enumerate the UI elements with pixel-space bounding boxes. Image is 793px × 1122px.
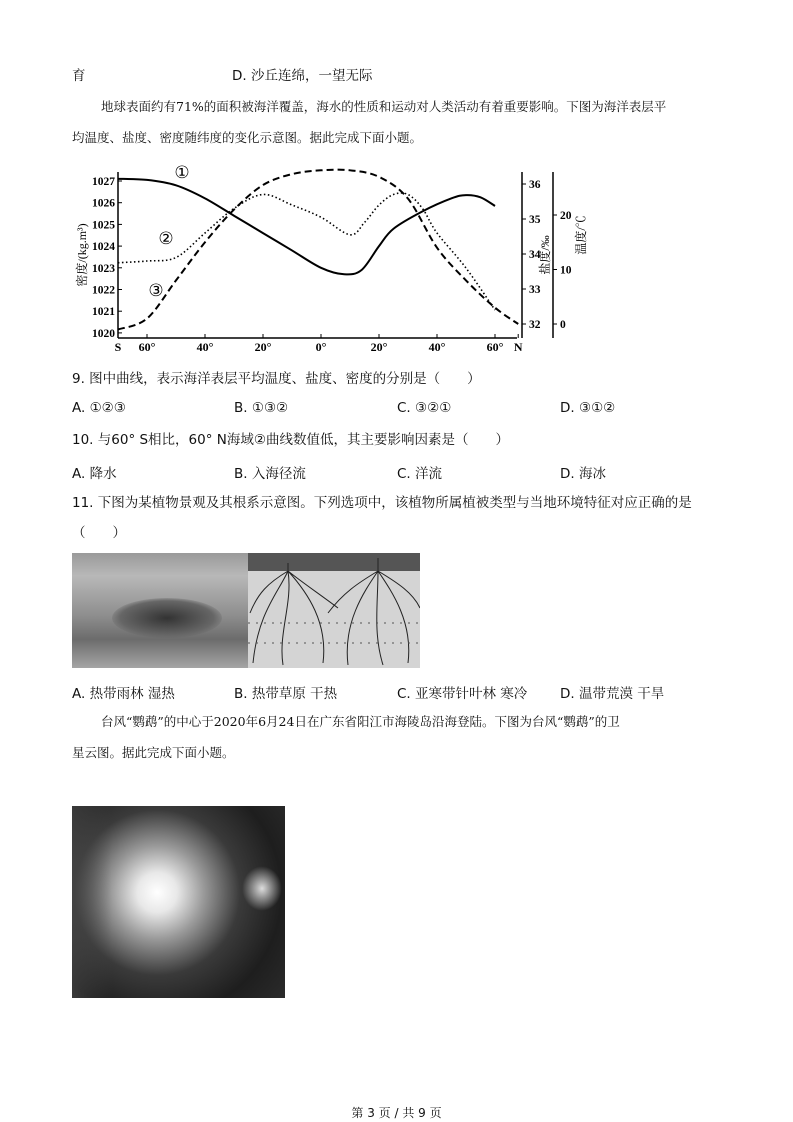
x-tick-label: 60° — [138, 340, 156, 354]
intro-paragraph-line1: 地球表面约有71%的面积被海洋覆盖，海水的性质和运动对人类活动有着重要影响。下图为海洋表层平 — [101, 99, 667, 114]
density-tick-label: 1021 — [92, 306, 115, 319]
intro-paragraph-line2: 均温度、盐度、密度随纬度的变化示意图。据此完成下面小题。 — [72, 130, 423, 145]
x-tick-label: N — [513, 340, 523, 354]
salinity-tick-label: 33 — [529, 284, 541, 296]
q10-option-d[interactable]: D. 海冰 — [560, 466, 606, 482]
q10-option-c[interactable]: C. 洋流 — [397, 466, 443, 482]
salinity-tick-label: 35 — [529, 214, 541, 226]
density-tick-label: 1025 — [92, 219, 115, 232]
typhoon-intro-line2: 星云图。据此完成下面小题。 — [72, 745, 235, 760]
typhoon-satellite-image — [72, 806, 285, 998]
density-axis-label: 密度/(kg.m³) — [75, 223, 89, 287]
x-tick-label: 40° — [428, 340, 446, 354]
q9-option-a[interactable]: A. ①②③ — [72, 400, 126, 416]
root-system-diagram — [248, 553, 420, 668]
density-tick-label: 1020 — [92, 327, 115, 340]
temperature-tick-label: 20 — [560, 210, 572, 222]
typhoon-intro-line1: 台风“鹦鹉”的中心于2020年6月24日在广东省阳江市海陵岛沿海登陆。下图为台风“鹦鹉”的卫 — [101, 714, 620, 729]
temperature-tick-label: 0 — [560, 319, 566, 331]
question-11-stem-bracket: （ ） — [72, 525, 126, 541]
plant-landscape-image — [72, 553, 248, 668]
series-label-2: ② — [158, 229, 174, 248]
x-tick-label: S — [114, 340, 122, 354]
density-tick-label: 1026 — [92, 197, 115, 210]
q11-option-d[interactable]: D. 温带荒漠 干旱 — [560, 686, 665, 702]
question-11-stem: 11. 下图为某植物景观及其根系示意图。下列选项中，该植物所属植被类型与当地环境特征对应正确的是 — [72, 495, 692, 511]
q9-option-c[interactable]: C. ③②① — [397, 400, 452, 416]
page-footer: 第 3 页 / 共 9 页 — [351, 1106, 442, 1120]
q11-option-c[interactable]: C. 亚寒带针叶林 寒冷 — [397, 686, 528, 702]
density-tick-label: 1023 — [92, 262, 115, 275]
question-9-stem: 9. 图中曲线，表示海洋表层平均温度、盐度、密度的分别是（ ） — [72, 371, 481, 387]
salinity-tick-label: 34 — [529, 249, 541, 261]
x-tick-label: 20° — [370, 340, 388, 354]
density-tick-label: 1022 — [92, 284, 115, 297]
density-tick-label: 1027 — [92, 176, 115, 188]
prev-option-d: D. 沙丘连绵，一望无际 — [232, 68, 373, 84]
series-line-2 — [118, 193, 495, 310]
q10-option-b[interactable]: B. 入海径流 — [234, 466, 306, 482]
series-line-1 — [118, 179, 495, 275]
x-tick-label: 20° — [254, 340, 272, 354]
ocean-properties-chart — [0, 160, 793, 360]
x-tick-label: 60° — [486, 340, 504, 354]
q11-option-b[interactable]: B. 热带草原 干热 — [234, 686, 338, 702]
temperature-tick-label: 10 — [560, 264, 572, 277]
salinity-tick-label: 32 — [529, 319, 541, 331]
salinity-axis-label: 盐度/‰ — [538, 235, 552, 275]
q10-option-a[interactable]: A. 降水 — [72, 466, 117, 482]
density-tick-label: 1024 — [92, 241, 115, 254]
series-label-1: ① — [174, 163, 190, 182]
question-10-stem: 10. 与60° S相比，60° N海域②曲线数值低，其主要影响因素是（ ） — [72, 432, 509, 448]
x-tick-label: 40° — [196, 340, 214, 354]
x-tick-label: 0° — [315, 340, 327, 354]
series-line-3 — [118, 170, 518, 330]
temperature-axis-label: 温度/℃ — [574, 215, 588, 255]
continued-text: 育 — [72, 68, 86, 84]
salinity-tick-label: 36 — [529, 179, 541, 191]
q11-option-a[interactable]: A. 热带雨林 湿热 — [72, 686, 175, 702]
q9-option-b[interactable]: B. ①③② — [234, 400, 289, 416]
q9-option-d[interactable]: D. ③①② — [560, 400, 616, 416]
series-label-3: ③ — [148, 281, 164, 300]
